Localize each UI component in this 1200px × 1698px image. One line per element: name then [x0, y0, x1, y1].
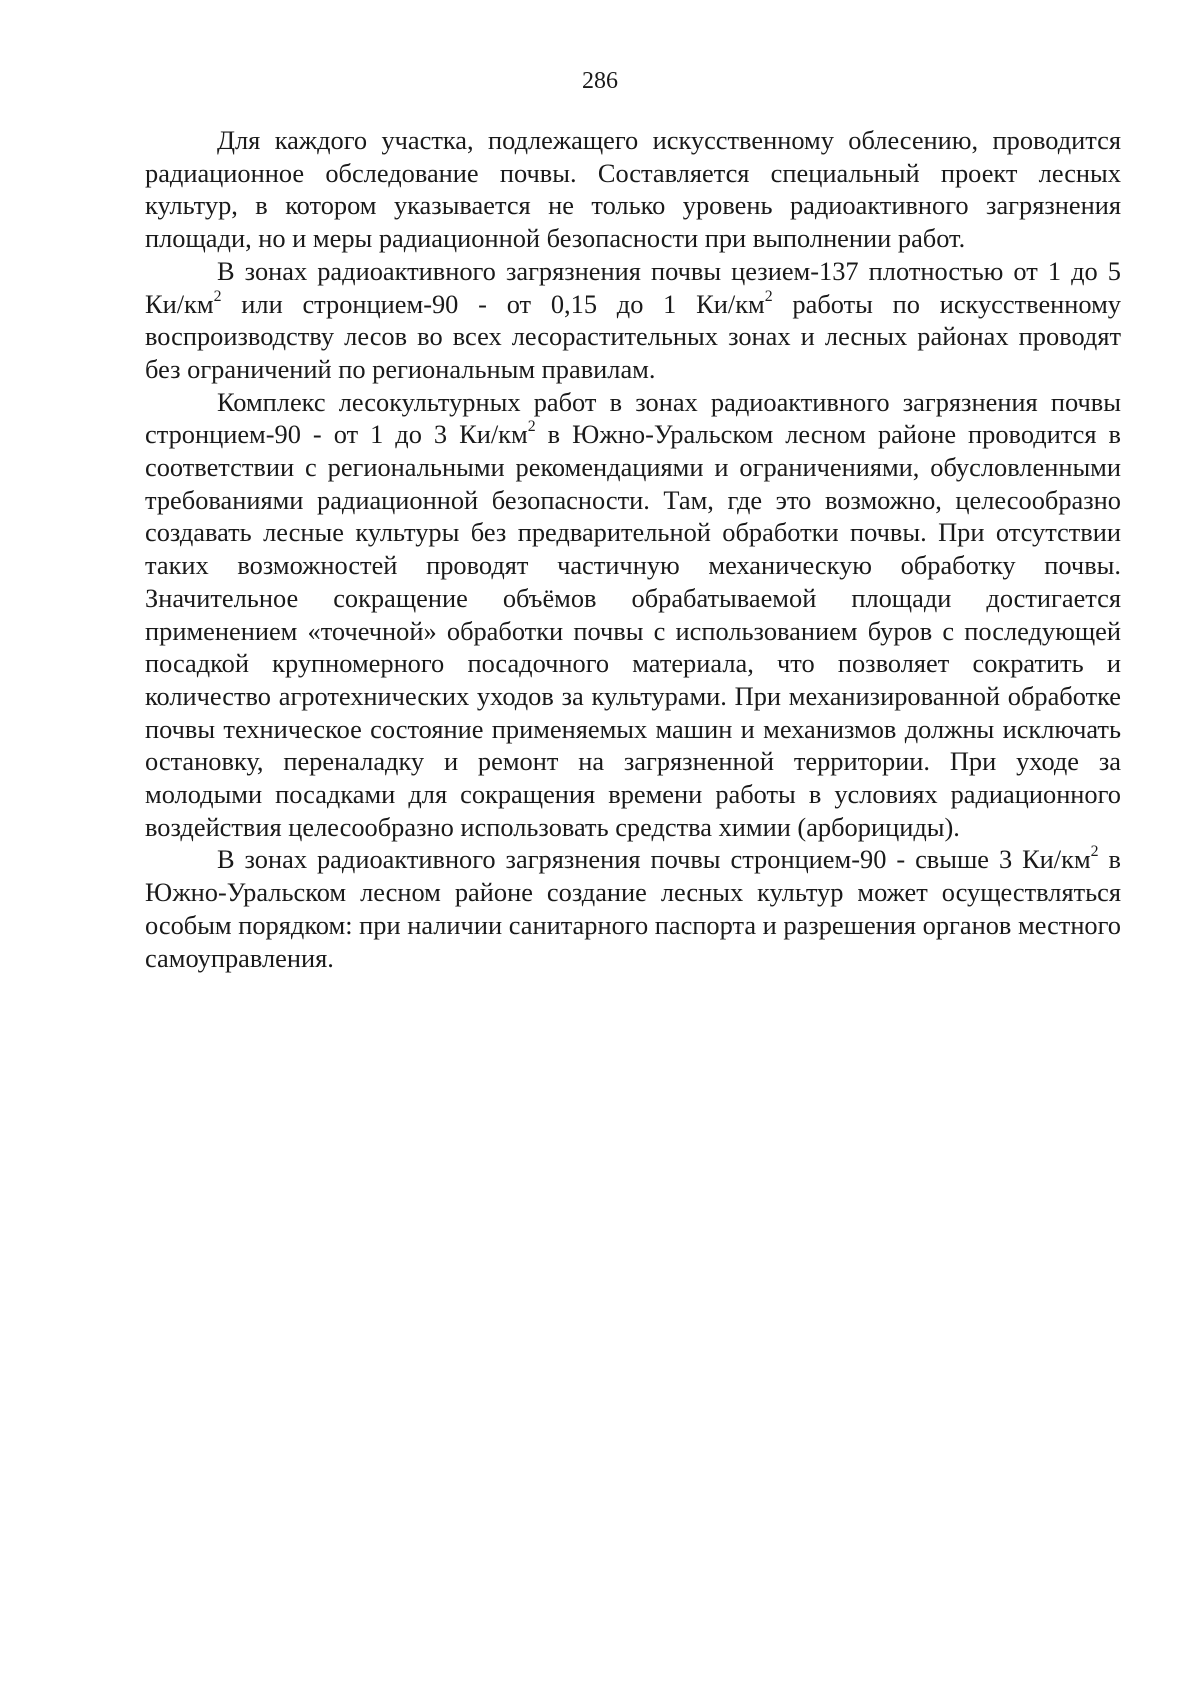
body-text — [145, 124, 1121, 974]
superscript: 2 — [527, 418, 536, 436]
paragraph-text: В зонах радиоактивного загрязнения почвы цезием-137 плотностью от 1 до 5 Ки/км — [145, 255, 1121, 319]
paragraph-text: или стронцием-90 - от 0,15 до 1 Ки/км — [221, 288, 765, 319]
paragraph-1 — [145, 124, 1121, 255]
paragraph-3 — [145, 386, 1121, 844]
paragraph-text: Для каждого участка, подлежащего искусственному облесению, проводится радиационное обследование почвы. Составляется специальный проект лесных культур, в котором указывается не только уровень радиоактивного загрязнения площади, но и меры радиационной безопасности при выполнении работ. — [145, 125, 1121, 254]
paragraph-text: в Южно-Уральском лесном районе проводится в соответствии с региональными рекомендациями и ограничениями, обусловленными требованиями радиационной безопасности. Там, где это возможно, целесообразно создавать лесные культуры без предварительной обработки почвы. При отсутствии таких возможностей проводят частичную механическую обработку почвы. Значительное сокращение объёмов обрабатываемой площади достигается применением «точечной» обработки почвы с использованием буров с последующей посадкой крупномерного посадочного материала, что позволяет сократить и количество агротехнических уходов за культурами. При механизированной обработке почвы техническое состояние применяемых машин и механизмов должны исключать остановку, переналадку и ремонт на загрязненной территории. При уходе за молодыми посадками для сокращения времени работы в условиях радиационного воздействия целесообразно использовать средства химии (арборициды). — [145, 419, 1121, 842]
paragraph-text: В зонах радиоактивного загрязнения почвы стронцием-90 - свыше 3 Ки/км — [217, 844, 1091, 875]
paragraph-text: в Южно-Уральском лесном районе создание лесных культур может осуществляться особым порядком: при наличии санитарного паспорта и разрешения органов местного самоуправления. — [145, 844, 1121, 973]
superscript: 2 — [764, 287, 773, 305]
paragraph-text: работы по искусственному воспроизводству лесов во всех лесорастительных зонах и лесных районах проводят без ограничений по региональным правилам. — [145, 288, 1121, 384]
page-number: 286 — [582, 68, 618, 94]
superscript: 2 — [213, 287, 222, 305]
paragraph-2 — [145, 255, 1121, 386]
paragraph-4 — [145, 843, 1121, 974]
superscript: 2 — [1090, 843, 1099, 861]
paragraph-text: Комплекс лесокультурных работ в зонах радиоактивного загрязнения почвы стронцием-90 - от 1 до 3 Ки/км — [145, 386, 1121, 450]
